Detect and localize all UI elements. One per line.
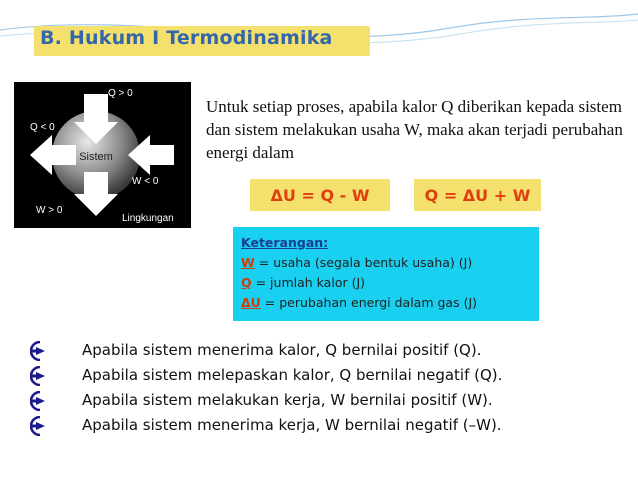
legend-text: = perubahan energi dalam gas (J) bbox=[260, 295, 478, 310]
legend-item bbox=[241, 253, 531, 273]
bullet-list bbox=[0, 338, 638, 438]
circle-arrow-right-icon bbox=[30, 391, 50, 411]
q-in-label: Q > 0 bbox=[108, 88, 133, 99]
legend-item bbox=[241, 273, 531, 293]
w-out-label: W > 0 bbox=[36, 205, 63, 216]
circle-arrow-right-icon bbox=[30, 341, 50, 361]
legend-heading: Keterangan: bbox=[241, 235, 329, 250]
thermodynamic-system-diagram bbox=[14, 82, 191, 228]
legend-symbol: Q bbox=[241, 275, 252, 290]
intro-paragraph: Untuk setiap proses, apabila kalor Q diberikan kepada sistem dan sistem melakukan usaha W, maka akan terjadi perubahan energi dalam bbox=[206, 97, 623, 162]
page-title: B. Hukum I Termodinamika bbox=[40, 27, 333, 49]
surroundings-label: Lingkungan bbox=[122, 213, 174, 224]
system-diagram-graphic bbox=[14, 82, 191, 228]
legend-symbol: W bbox=[241, 255, 255, 270]
list-item bbox=[0, 388, 638, 413]
bullet-text: Apabila sistem menerima kalor, Q bernilai positif (Q). bbox=[82, 341, 482, 359]
w-in-label: W < 0 bbox=[132, 176, 159, 187]
legend-item bbox=[241, 293, 531, 313]
bullet-text: Apabila sistem menerima kerja, W bernilai negatif (–W). bbox=[82, 416, 502, 434]
list-item bbox=[0, 363, 638, 388]
legend-text: = usaha (segala bentuk usaha) (J) bbox=[254, 255, 473, 270]
formula-heat: Q = ΔU + W bbox=[414, 179, 541, 211]
list-item bbox=[0, 338, 638, 363]
formula-first-law: ΔU = Q - W bbox=[250, 179, 390, 211]
legend-box bbox=[233, 227, 539, 321]
legend-symbol: ΔU bbox=[241, 295, 261, 310]
bullet-text: Apabila sistem melepaskan kalor, Q bernilai negatif (Q). bbox=[82, 366, 503, 384]
circle-arrow-right-icon bbox=[30, 366, 50, 386]
bullet-text: Apabila sistem melakukan kerja, W bernilai positif (W). bbox=[82, 391, 493, 409]
center-label: Sistem bbox=[79, 151, 113, 163]
circle-arrow-right-icon bbox=[30, 416, 50, 436]
legend-text: = jumlah kalor (J) bbox=[251, 275, 366, 290]
q-out-label: Q < 0 bbox=[30, 122, 55, 133]
list-item bbox=[0, 413, 638, 438]
